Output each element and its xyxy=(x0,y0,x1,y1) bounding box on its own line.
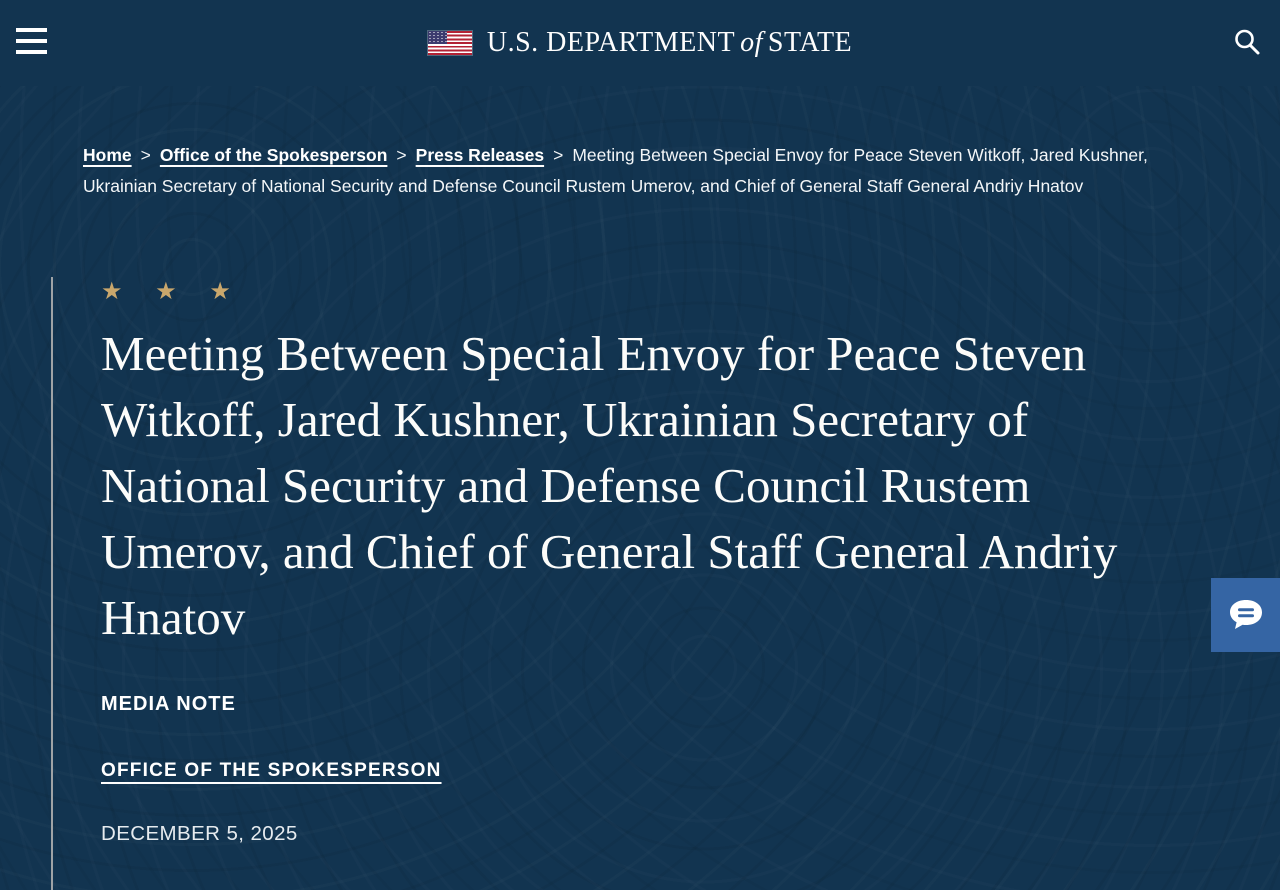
decorative-stars: ★ ★ ★ xyxy=(101,278,244,305)
breadcrumb-separator: > xyxy=(396,145,407,165)
publication-date: DECEMBER 5, 2025 xyxy=(101,822,298,845)
breadcrumb xyxy=(83,140,1198,202)
chat-bubble-icon xyxy=(1226,597,1266,633)
brand-home-link[interactable] xyxy=(0,0,1280,86)
breadcrumb-link-office-of-the-spokesperson[interactable]: Office of the Spokesperson xyxy=(159,145,388,165)
office-of-the-spokesperson-link[interactable]: OFFICE OF THE SPOKESPERSON xyxy=(101,760,442,781)
site-header xyxy=(0,0,1280,86)
search-button[interactable] xyxy=(1230,26,1264,60)
search-icon xyxy=(1231,26,1263,58)
breadcrumb-current-page: Meeting Between Special Envoy for Peace Steven Witkoff, Jared Kushner, Ukrainian Secretary of National Security and Defense Council Rustem Umerov, and Chief of General Staff General Andriy Hnatov xyxy=(83,145,1148,196)
page-title: Meeting Between Special Envoy for Peace Steven Witkoff, Jared Kushner, Ukrainian Secretary of National Security and Defense Council Rustem Umerov, and Chief of General Staff General Andriy Hnatov xyxy=(101,326,1118,645)
breadcrumb-separator: > xyxy=(553,145,564,165)
breadcrumb-link-home[interactable]: Home xyxy=(83,145,132,165)
press-release-article xyxy=(51,277,1211,890)
document-type-label: MEDIA NOTE xyxy=(101,693,236,715)
chat-widget-button[interactable] xyxy=(1211,578,1280,652)
breadcrumb-link-press-releases[interactable]: Press Releases xyxy=(415,145,545,165)
site-title: U.S. DEPARTMENT of STATE xyxy=(486,27,853,58)
us-flag-icon xyxy=(428,31,472,55)
breadcrumb-separator: > xyxy=(140,145,151,165)
